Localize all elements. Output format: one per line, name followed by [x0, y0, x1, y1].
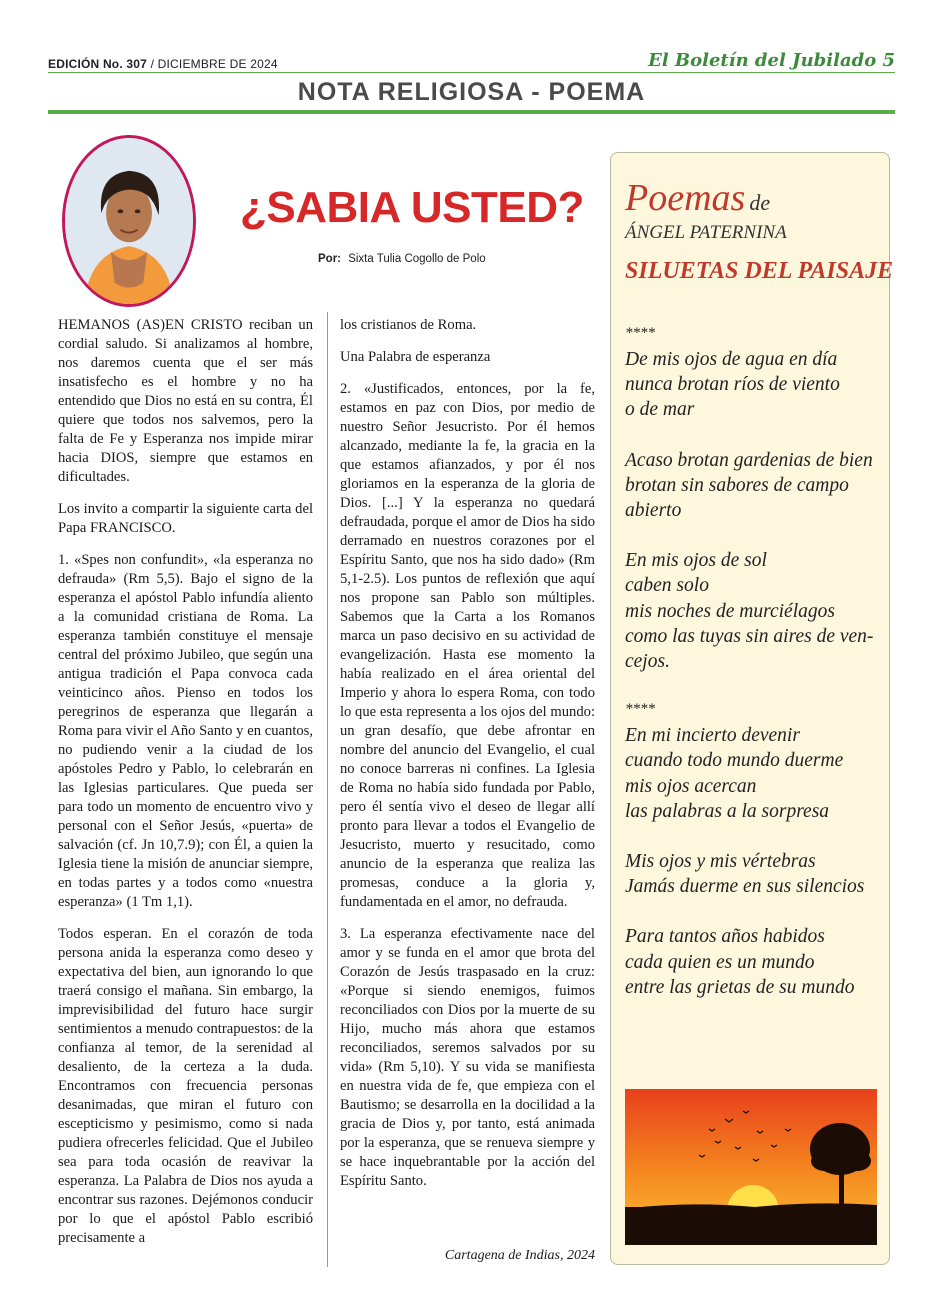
- poem-title-de: de: [749, 190, 771, 215]
- article-column-1: [58, 316, 313, 1261]
- poem-line: entre las grietas de su mundo: [625, 976, 855, 998]
- paragraph: HEMANOS (AS)EN CRISTO reciban un cordial saludo. Si analizamos al hombre, nos daremos cuenta que el ser más insatisfecho es el hombre y no ha entendido que Dios no está en su contra, Él quiere que todos nos salvemos, pero la falta de Fe y Esperanza nos impide mirar hacia DIOS, siempre que estamos en dificultades.: [58, 317, 313, 485]
- poem-line: En mi incierto devenir: [625, 725, 800, 747]
- author-portrait: [62, 135, 196, 307]
- edition-info: [48, 57, 278, 71]
- paragraph: 1. «Spes non confundit», «la esperanza no defrauda» (Rm 5,5). Bajo el signo de la esperanza el apóstol Pablo infundía aliento a la comunidad cristiana de Roma. La esperanza también constituye el mensaje central del próximo Jubileo, que según una antigua tradición el Papa convoca cada veinticinco años. Pienso en todos los peregrinos de esperanza que llegarán a Roma para vivir el Año Santo y en cuantos, no pudiendo venir a la ciudad de los apóstoles Pedro y Pablo, lo celebrarán en las Iglesias particulares. Que pueda ser para todo un momento de encuentro vivo y personal con el Señor Jesús, «puerta» de salvación (cf. Jn 10,7.9); con Él, a quien la Iglesia tiene la misión de anunciar siempre, en todas partes y a todos como «nuestra esperanza» (1 Tm 1,1).: [58, 552, 313, 910]
- poem-line: abierto: [625, 500, 682, 522]
- poem-line: como las tuyas sin aires de ven-: [625, 625, 874, 647]
- poem-title: [625, 176, 770, 220]
- stanza: [625, 448, 883, 524]
- bulletin-title: El Boletín del Jubilado 5: [648, 50, 895, 71]
- paragraph: Una Palabra de esperanza: [340, 349, 491, 365]
- sunset-illustration: [625, 1089, 877, 1245]
- paragraph: Los invito a compartir la siguiente carta del Papa FRANCISCO.: [58, 501, 313, 536]
- poem-line: Para tantos años habidos: [625, 926, 825, 948]
- poem-line: mis ojos acercan: [625, 775, 757, 797]
- poem-line: cuando todo mundo duerme: [625, 750, 844, 772]
- poem-line: mis noches de murciélagos: [625, 600, 835, 622]
- stanza: [625, 723, 883, 824]
- poem-line: En mis ojos de sol: [625, 550, 767, 572]
- poem-line: caben solo: [625, 575, 709, 597]
- column-divider: [327, 312, 328, 1267]
- byline-author: Sixta Tulia Cogollo de Polo: [348, 253, 486, 265]
- page-header: [48, 50, 895, 71]
- header-rule: [48, 72, 895, 73]
- stanza: [625, 548, 883, 674]
- poem-line: cejos.: [625, 651, 670, 673]
- poem-line: De mis ojos de agua en día: [625, 349, 838, 370]
- paragraph: 3. La esperanza efectivamente nace del amor y se funda en el amor que brota del Corazón de Jesús traspasado en la cruz: «Porque si siendo enemigos, fuimos reconciliados con Dios por la muerte de su Hijo, mucho más ahora que estamos reconciliados, seremos salvados por su vida» (Rm 5,10). Y su vida se manifiesta en nuestra vida de fe, que empieza con el Bautismo; se desarrolla en la docilidad a la gracia de Dios y, por tanto, está animada por la esperanza, que se renueva siempre y se hace inquebrantable por la acción del Espíritu Santo.: [340, 926, 595, 1189]
- section-rule: [48, 110, 895, 114]
- stanza: [625, 924, 883, 1000]
- poem-author: ÁNGEL PATERNINA: [625, 222, 787, 243]
- byline: [318, 253, 486, 265]
- edition-number: EDICIÓN No. 307: [48, 57, 148, 71]
- poem-line: brotan sin sabores de campo: [625, 474, 849, 496]
- poem-line: nunca brotan ríos de viento: [625, 374, 840, 396]
- stanza: [625, 347, 883, 423]
- section-title: NOTA RELIGIOSA - POEMA: [297, 78, 646, 106]
- poem-line: Jamás duerme en sus silencios: [625, 876, 865, 898]
- stanza-separator: ****: [625, 325, 655, 341]
- edition-date: / DICIEMBRE DE 2024: [150, 57, 278, 71]
- paragraph: 2. «Justificados, entonces, por la fe, estamos en paz con Dios, por medio de nuestro Señor Jesucristo. Por él hemos alcanzado, mediante la fe, la gracia en la que estamos afianzados, y por él nos gloriamos en la esperanza de la gloria de Dios. [...] Y la esperanza no quedará defraudada, porque el amor de Dios ha sido derramado en nuestros corazones por el Espíritu Santo, que nos ha sido dado» (Rm 5,1-2.5). Los puntos de reflexión que aquí nos propone san Pablo son múltiples. Sabemos que la Carta a los Romanos marca un paso decisivo en su actividad de evangelización. Hasta ese momento la había realizado en el área oriental del Imperio y ahora lo espera Roma, con todo lo que esta representa a los ojos del mundo: un gran desafío, que debe afrontar en nombre del anuncio del Evangelio, el cual no conoce barreras ni confines. La Iglesia de Roma no había sido fundada por Pablo, pero él sentía vivo el deseo de llegar allí pronto para llevar a todos el Evangelio de Jesucristo, muerto y resucitado, como anuncio de la esperanza que realiza las promesas, conduce a la gloria y, fundamentada en el amor, no defrauda.: [340, 381, 595, 910]
- poem-body: [625, 323, 883, 1025]
- byline-label: Por:: [318, 253, 341, 265]
- poem-line: cada quien es un mundo: [625, 951, 815, 973]
- poem-line: Acaso brotan gardenias de bien: [625, 449, 873, 471]
- poem-line: o de mar: [625, 399, 695, 421]
- stanza: [625, 849, 883, 899]
- article-column-2: [340, 316, 595, 1204]
- poem-line: las palabras a la sorpresa: [625, 800, 830, 822]
- article-headline: ¿SABIA USTED?: [240, 183, 584, 232]
- paragraph: Todos esperan. En el corazón de toda persona anida la esperanza como deseo y expectativa del bien, aun ignorando lo que traerá consigo el mañana. Sin embargo, la imprevisibilidad del futuro hace surgir sentimientos a menudo contrapuestos: de la confianza al temor, de la serenidad al desaliento, de la certeza a la duda. Encontramos con frecuencia personas desanimadas, que miran el futuro con escepticismo y pesimismo, como si nada pudiera ofrecerles felicidad. Que el Jubileo sea para toda ocasión de reavivar la esperanza. La Palabra de Dios nos ayuda a encontrar sus razones. Dejémonos conducir por lo que el apóstol Pablo escribió precisamente a: [58, 926, 313, 1246]
- stanza-separator: ****: [625, 701, 655, 718]
- poem-line: Mis ojos y mis vértebras: [625, 851, 816, 873]
- poem-title-main: Poemas: [625, 177, 746, 219]
- article-signature: Cartagena de Indias, 2024: [444, 1248, 595, 1263]
- paragraph: los cristianos de Roma.: [340, 317, 477, 333]
- poem-subtitle: SILUETAS DEL PAISAJE: [625, 258, 894, 284]
